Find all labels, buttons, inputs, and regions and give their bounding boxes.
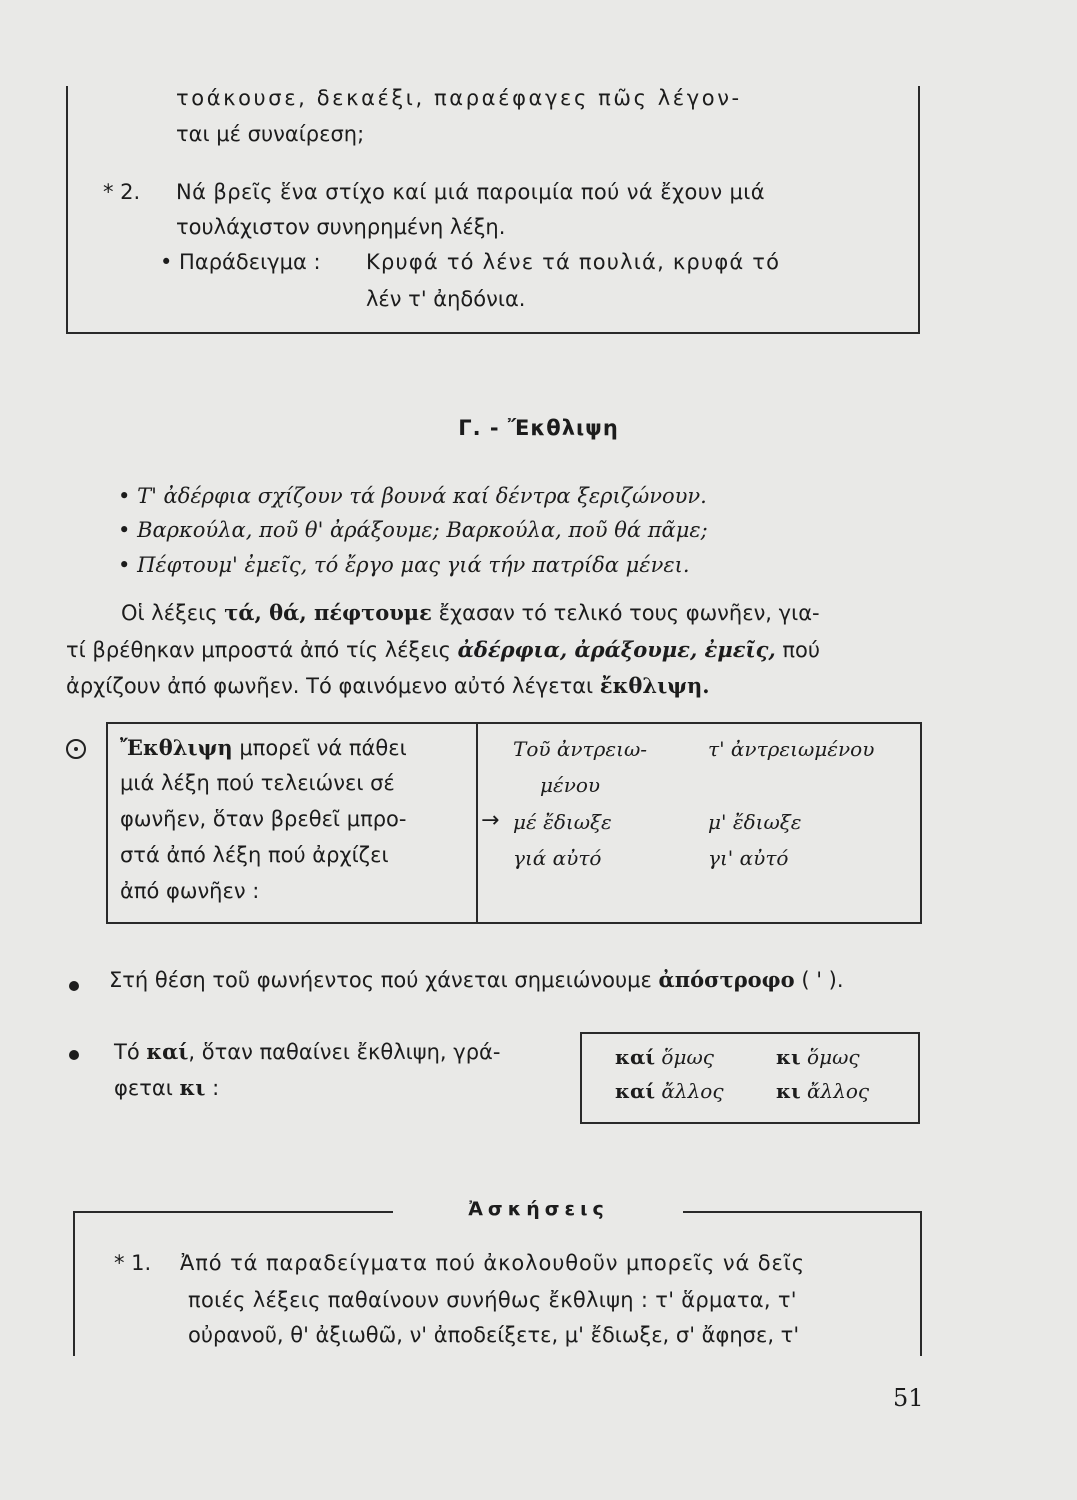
- circle-dot-icon: [66, 739, 86, 759]
- text-line: Νά βρεῖς ἕνα στίχο καί μιά παροιμία πού νά ἔχουν μιά: [176, 180, 766, 204]
- note-text: Τό καί, ὅταν παθαίνει ἔκθλιψη, γρά-: [114, 1039, 501, 1064]
- example-text: Κρυφά τό λένε τά πουλιά, κρυφά τό: [366, 250, 781, 274]
- exercise-text: ποιές λέξεις παθαίνουν συνήθως ἔκθλιψη : τ' ἅρματα, τ': [188, 1288, 797, 1312]
- poem-line: • Βαρκούλα, ποῦ θ' ἀράξουμε; Βαρκούλα, ποῦ θά πᾶμε;: [118, 518, 708, 542]
- rule-text: φωνῆεν, ὅταν βρεθεῖ μπρο-: [120, 807, 407, 831]
- example-full-form: μένου: [540, 773, 601, 797]
- example-full-form: Τοῦ ἀντρειω-: [513, 737, 648, 761]
- paragraph-line: τί βρέθηκαν μπροστά ἀπό τίς λέξεις ἀδέρφια, ἀράξουμε, ἐμεῖς, πού: [66, 637, 821, 662]
- poem-line: • Τ' ἀδέρφια σχίζουν τά βουνά καί δέντρα ξεριζώνουν.: [118, 484, 707, 508]
- page-number: 51: [893, 1384, 924, 1412]
- text-line: τοάκουσε, δεκαέξι, παραέφαγες πῶς λέγον-: [176, 86, 742, 110]
- bullet-icon: [69, 1050, 79, 1060]
- bullet-icon: [69, 981, 79, 991]
- exercise-text: Ἀπό τά παραδείγματα πού ἀκολουθοῦν μπορεῖς νά δεῖς: [180, 1251, 806, 1275]
- section-heading: Γ. - Ἔκθλιψη: [458, 416, 619, 440]
- kai-example-short: κι ὅμως: [776, 1045, 860, 1069]
- kai-example-short: κι ἄλλος: [776, 1079, 870, 1103]
- example-full-form: γιά αὐτό: [513, 846, 602, 870]
- kai-example-full: καί ἄλλος: [615, 1079, 724, 1103]
- rule-text: ἀπό φωνῆεν :: [120, 879, 260, 903]
- rule-text: στά ἀπό λέξη πού ἀρχίζει: [120, 843, 389, 867]
- example-elided-form: μ' ἔδιωξε: [708, 810, 802, 834]
- example-label: • Παράδειγμα :: [160, 250, 321, 274]
- example-text: λέν τ' ἀηδόνια.: [366, 287, 526, 311]
- note-text: Στή θέση τοῦ φωνήεντος πού χάνεται σημειώνουμε ἀπόστροφο ( ' ).: [109, 967, 844, 992]
- poem-line: • Πέφτουμ' ἐμεῖς, τό ἔργο μας γιά τήν πατρίδα μένει.: [118, 553, 690, 577]
- column-divider: [476, 724, 478, 922]
- exercises-title: Ἀσκήσεις: [468, 1198, 609, 1220]
- text-line: τουλάχιστον συνηρημένη λέξη.: [176, 215, 506, 239]
- bullet: •: [118, 484, 138, 508]
- exercise-marker: * 2.: [103, 180, 141, 204]
- paragraph-line: Οἱ λέξεις τά, θά, πέφτουμε ἔχασαν τό τελικό τους φωνῆεν, για-: [121, 600, 820, 625]
- rule-text: μιά λέξη πού τελειώνει σέ: [120, 771, 395, 795]
- paragraph-line: ἀρχίζουν ἀπό φωνῆεν. Τό φαινόμενο αὐτό λέγεται ἔκθλιψη.: [66, 673, 710, 698]
- arrow-right-icon: →: [481, 808, 500, 833]
- example-full-form: μέ ἔδιωξε: [513, 810, 612, 834]
- exercise-text: οὐρανοῦ, θ' ἀξιωθῶ, ν' ἀποδείξετε, μ' ἔδιωξε, σ' ἄφησε, τ': [188, 1323, 800, 1347]
- kai-example-full: καί ὅμως: [615, 1045, 714, 1069]
- note-text: φεται κι :: [114, 1075, 220, 1100]
- example-elided-form: τ' ἀντρειωμένου: [708, 737, 875, 761]
- bullet: •: [118, 518, 138, 542]
- bullet: •: [118, 553, 138, 577]
- example-elided-form: γι' αὐτό: [708, 846, 789, 870]
- text-line: ται μέ συναίρεση;: [176, 122, 365, 146]
- exercise-marker: * 1.: [114, 1251, 152, 1275]
- rule-text: Ἔκθλιψη μπορεῖ νά πάθει: [120, 735, 407, 760]
